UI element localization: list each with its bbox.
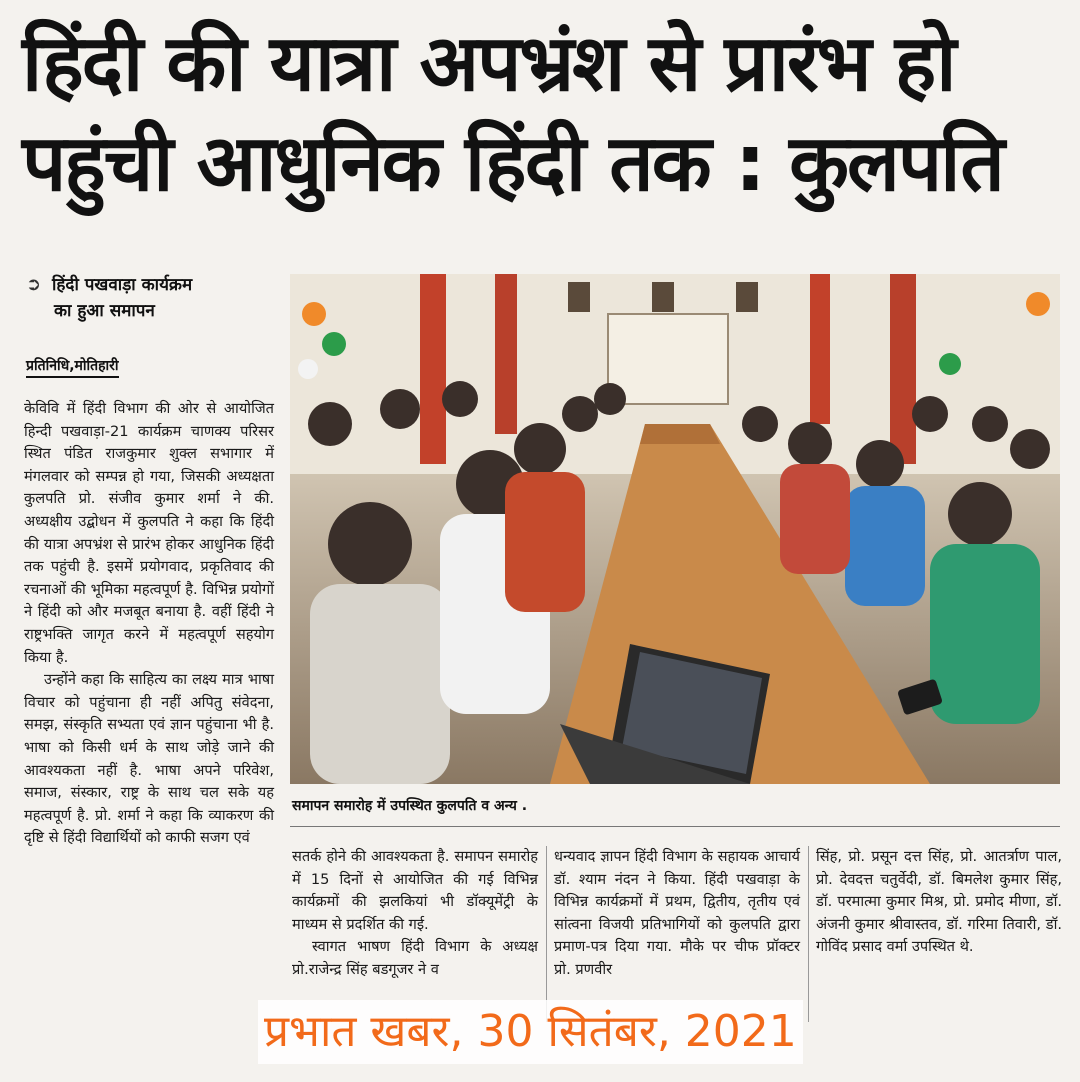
- article-paragraph: उन्होंने कहा कि साहित्य का लक्ष्य मात्र भाषा विचार को पहुंचाना ही नहीं अपितु संवेदना, समझ, संस्कृति सभ्यता एवं ज्ञान पहुंचाना भी है. भाषा को किसी धर्म के साथ जोड़े जाने की आवश्यकता नहीं है. भाषा अपने परिवेश, समाज, संस्कार, राष्ट्र के साथ चल सके यह महत्वपूर्ण है. प्रो. शर्मा ने कहा कि व्याकरण की दृष्टि से हिंदी विद्यार्थियों को काफी सजग एवं: [24, 671, 274, 847]
- divider: [290, 826, 1060, 827]
- headline-line-1: हिंदी की यात्रा अपभ्रंश से प्रारंभ हो: [22, 19, 955, 109]
- article-column-2: [554, 846, 800, 982]
- article-column-left: [24, 398, 274, 850]
- article-paragraph: सतर्क होने की आवश्यकता है. समापन समारोह में 15 दिनों से आयोजित की गई विभिन्न कार्यक्रमों की झलकियां भी डॉक्यूमेंट्री के माध्यम से प्रदर्शित की गई.: [292, 848, 538, 933]
- event-photo-illustration: [290, 274, 1060, 784]
- article-column-1: [292, 846, 538, 982]
- headline-line-2: पहुंची आधुनिक हिंदी तक : कुलपति: [22, 119, 1003, 209]
- photo-caption: समापन समारोह में उपस्थित कुलपति व अन्य .: [292, 798, 528, 814]
- article-column-3: [816, 846, 1062, 959]
- article-paragraph: सिंह, प्रो. प्रसून दत्त सिंह, प्रो. आतर्त्राण पाल, प्रो. देवदत्त चतुर्वेदी, डॉ. बिमलेश कुमार सिंह, डॉ. परमात्मा कुमार मिश्र, प्रो. प्रमोद मीणा, डॉ. अंजनी कुमार श्रीवास्तव, डॉ. गरिमा तिवारी, डॉ. गोविंद प्रसाद वर्मा उपस्थित थे.: [816, 848, 1062, 956]
- byline: प्रतिनिधि,मोतिहारी: [26, 356, 119, 378]
- subheadline: [26, 272, 276, 324]
- subheadline-line-1: हिंदी पखवाड़ा कार्यक्रम: [52, 275, 193, 295]
- event-photo: [290, 274, 1060, 784]
- arrow-bullet-icon: ➲: [26, 274, 42, 295]
- article-paragraph: धन्यवाद ज्ञापन हिंदी विभाग के सहायक आचार्य डॉ. श्याम नंदन ने किया. हिंदी पखवाड़ा के विभिन्न कार्यक्रमों में प्रथम, द्वितीय, तृतीय एवं सांत्वना विजयी प्रतिभागियों को कुलपति द्वारा प्रमाण-पत्र दिया गया. मौके पर चीफ प्रॉक्टर प्रो. प्रणवीर: [554, 848, 800, 978]
- column-divider: [808, 846, 809, 1022]
- subheadline-line-2: का हुआ समापन: [54, 301, 155, 321]
- headline: [22, 14, 1062, 214]
- article-paragraph: स्वागत भाषण हिंदी विभाग के अध्यक्ष प्रो.राजेन्द्र सिंह बडगूजर ने व: [292, 938, 538, 978]
- article-paragraph: केविवि में हिंदी विभाग की ओर से आयोजित हिन्दी पखवाड़ा-21 कार्यक्रम चाणक्य परिसर स्थित पंडित राजकुमार शुक्ल सभागार में मंगलवार को सम्पन्न हो गया, जिसकी अध्यक्षता कुलपति प्रो. संजीव कुमार शर्मा ने की. अध्यक्षीय उद्बोधन में कुलपति ने कहा कि हिंदी की यात्रा अपभ्रंश से प्रारंभ होकर आधुनिक हिंदी तक पहुंची है. इसमें प्रयोगवाद, प्रकृतिवाद की रचनाओं की भूमिका महत्वपूर्ण है. विभिन्न प्रयोगों ने हिंदी को और मजबूत बनाया है. वहीं हिंदी ने राष्ट्रभक्ति जागृत करने में महत्वपूर्ण सहयोग किया है.: [24, 400, 274, 666]
- column-divider: [546, 846, 547, 1022]
- source-label: प्रभात खबर, 30 सितंबर, 2021: [258, 1000, 803, 1064]
